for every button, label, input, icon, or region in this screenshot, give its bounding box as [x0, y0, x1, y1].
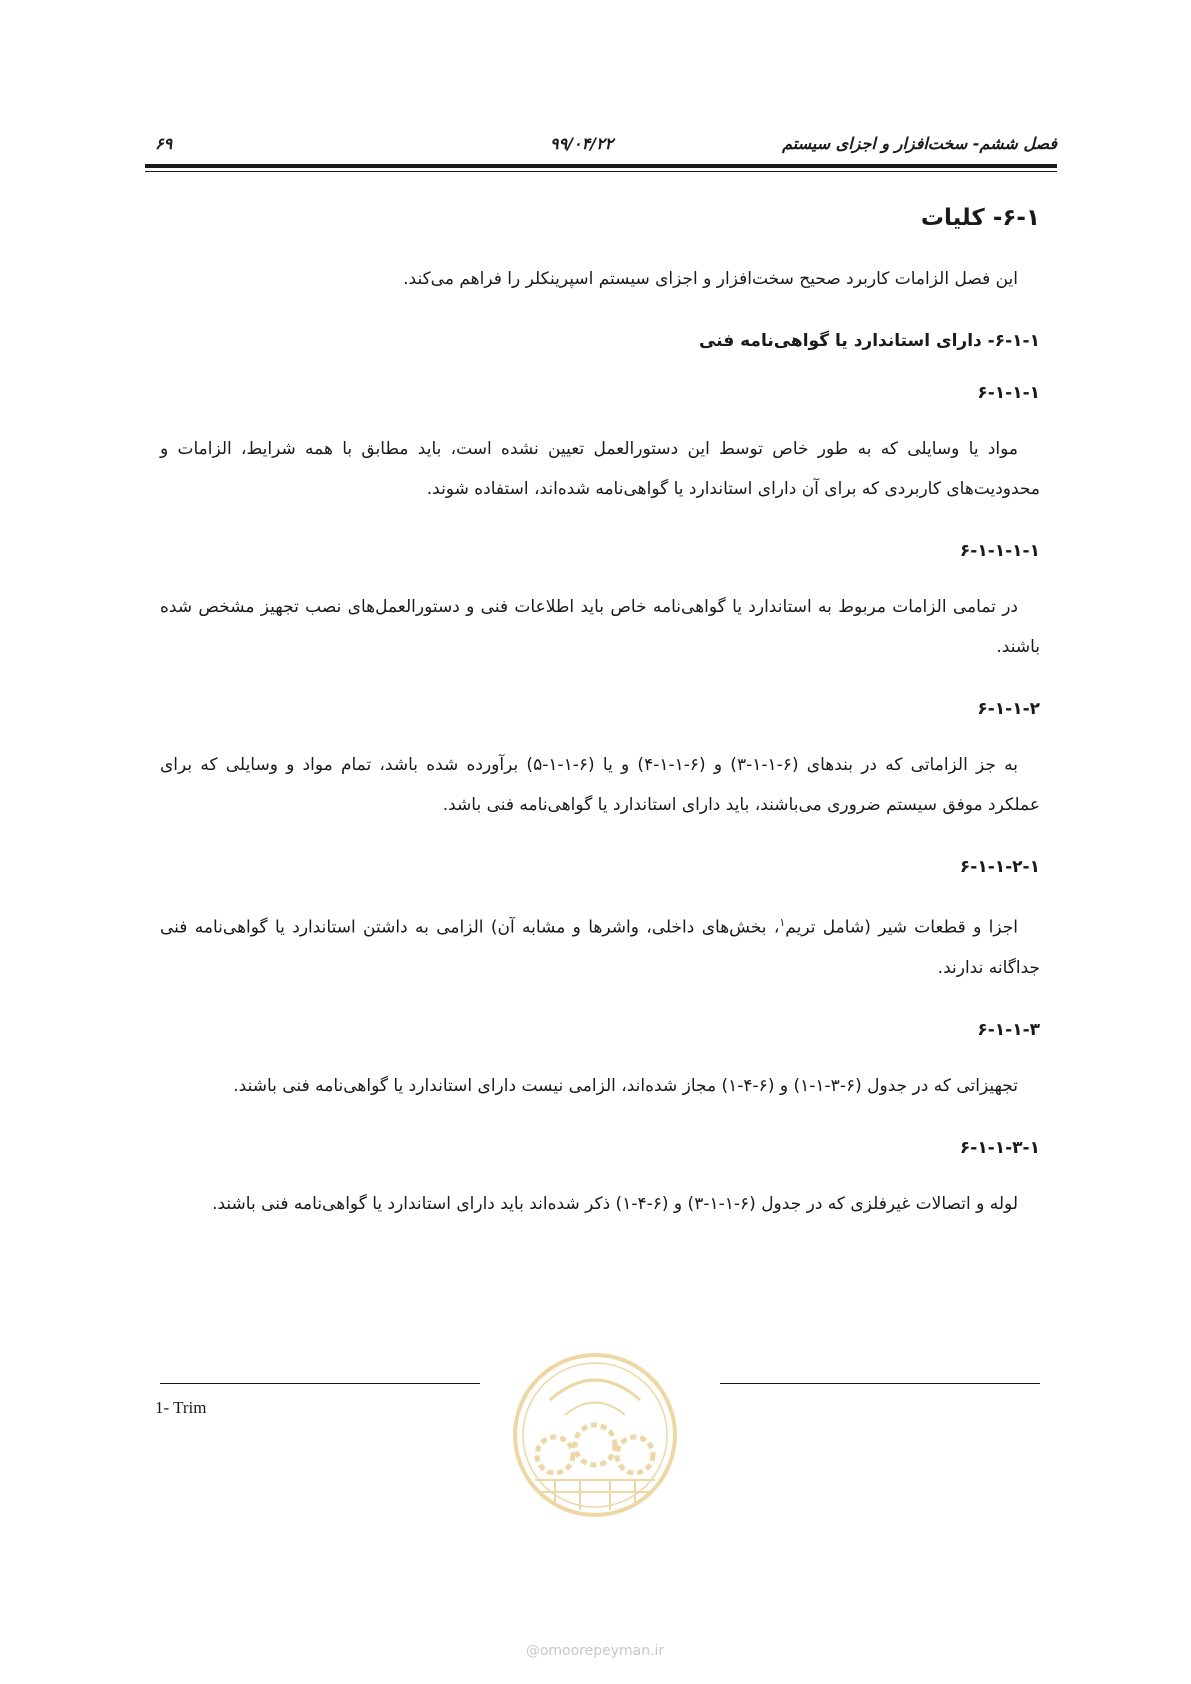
- footnote-rule-right: [720, 1383, 1040, 1384]
- page-header: [145, 134, 1057, 162]
- document-body: [160, 205, 1040, 1256]
- clause-text: در تمامی الزامات مربوط به استاندارد یا گواهی‌نامه خاص باید اطلاعات فنی و دستورالعمل‌های نصب تجهیز مشخص شده باشند.: [160, 597, 1040, 657]
- clause-text: به جز الزاماتی که در بندهای (۶-۱-۱-۳) و (۶-۱-۱-۴) و یا (۶-۱-۱-۵) برآورده شده باشد، تمام مواد و وسایلی که برای عملکرد موفق سیستم ضروری می‌باشند، باید دارای استاندارد یا گواهی‌نامه فنی باشد.: [160, 755, 1040, 815]
- subsection-title: ۶-۱-۱- دارای استاندارد یا گواهی‌نامه فنی: [698, 331, 1040, 351]
- footnote-rule-left: [160, 1383, 480, 1384]
- page-number: ۶۹: [155, 134, 173, 153]
- footnote: 1- Trim: [155, 1398, 207, 1417]
- header-rule-thin: [145, 171, 1057, 172]
- revision-date: ۹۹/۰۴/۲۲: [550, 134, 614, 153]
- chapter-title: فصل ششم- سخت‌افزار و اجزای سیستم: [782, 134, 1057, 153]
- clause-text: مواد یا وسایلی که به طور خاص توسط این دستورالعمل تعیین نشده است، باید مطابق با همه شرایط، الزامات و محدودیت‌های کاربردی که برای آن دارای استاندارد یا گواهی‌نامه شده‌اند، استفاده شوند.: [160, 439, 1040, 499]
- clause-text: [160, 903, 1040, 988]
- clause-text-start: اجزا و قطعات شیر (شامل تریم: [785, 917, 1018, 938]
- clause-text: تجهیزاتی که در جدول (۶-۳-۱-۱) و (۶-۴-۱) مجاز شده‌اند، الزامی نیست دارای استاندارد یا گواهی‌نامه فنی باشند.: [233, 1075, 1018, 1096]
- clause-number: ۶-۱-۱-۲: [977, 699, 1040, 719]
- clause-number: ۶-۱-۱-۳: [977, 1019, 1040, 1040]
- clause-text-end: ، بخش‌های داخلی، واشرها و مشابه آن) الزامی به داشتن استاندارد یا گواهی‌نامه فنی جداگانه ندارند.: [160, 917, 1040, 978]
- clause-number: ۶-۱-۱-۱-۱: [959, 541, 1040, 561]
- header-rule-thick: [145, 164, 1057, 168]
- clause-number: ۶-۱-۱-۱: [977, 383, 1040, 403]
- intro-paragraph: این فصل الزامات کاربرد صحیح سخت‌افزار و اجزای سیستم اسپرینکلر را فراهم می‌کند.: [403, 269, 1018, 289]
- clause-number: ۶-۱-۱-۲-۱: [959, 857, 1040, 877]
- clause-text: لوله و اتصالات غیرفلزی که در جدول (۶-۱-۱-۳) و (۶-۴-۱) ذکر شده‌اند باید دارای استاندارد یا گواهی‌نامه فنی باشند.: [212, 1193, 1018, 1214]
- clause-number: ۶-۱-۱-۳-۱: [959, 1137, 1040, 1158]
- watermark-logo-icon: [505, 1340, 685, 1540]
- watermark-site: @omoorepeyman.ir: [525, 1643, 665, 1659]
- footnote-reference[interactable]: ۱: [779, 916, 786, 929]
- section-title: ۶-۱- کلیات: [920, 205, 1040, 231]
